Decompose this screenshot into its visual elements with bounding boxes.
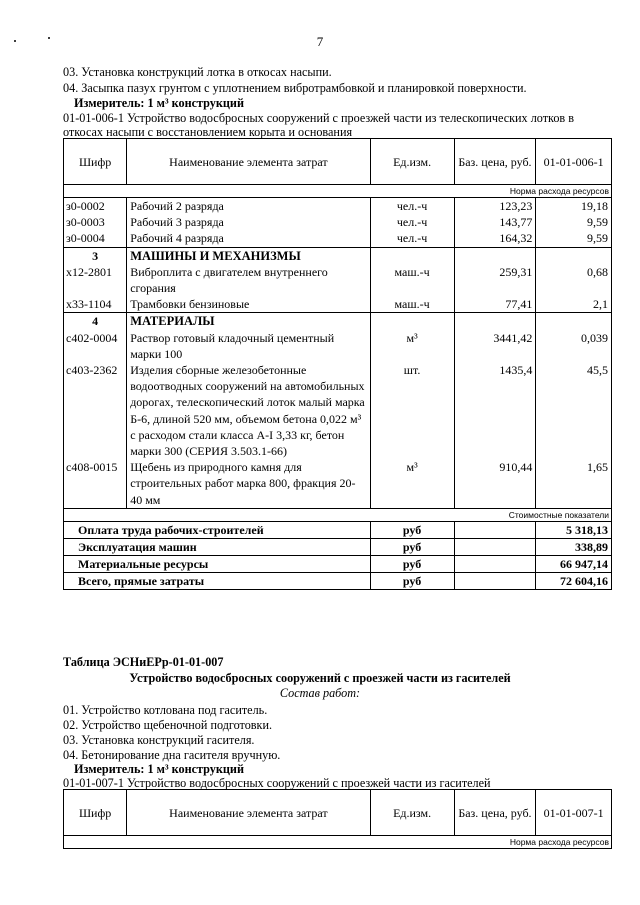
table-row [64,362,612,459]
resource-price: 259,31 [454,264,536,296]
resource-code: з0-0002 [64,198,127,215]
resource-price: 77,41 [454,296,536,313]
total-row [64,555,612,572]
table-row [64,214,612,230]
resource-unit: маш.-ч [370,264,454,296]
header-unit: Ед.изм. [370,790,454,836]
header-norm: 01-01-007-1 [536,790,612,836]
work-step: 03. Установка конструкций гасителя. [63,733,255,747]
header-name: Наименование элемента затрат [127,139,370,185]
resource-norm: 0,039 [536,330,612,362]
table-row [64,459,612,508]
resource-unit: чел.-ч [370,230,454,247]
item-code-description: 01-01-006-1 Устройство водосбросных сооружений с проезжей части из телескопических лотков в [63,111,574,125]
header-code: Шифр [64,139,127,185]
total-label: Всего, прямые затраты [64,572,371,589]
intro-line: 04. Засыпка пазух грунтом с уплотнением вибротрамбовкой и планировкой поверхности. [63,81,527,95]
resource-name: Рабочий 4 разряда [127,230,370,247]
resource-norm: 19,18 [536,198,612,215]
table-row [64,296,612,313]
resource-code: з0-0004 [64,230,127,247]
norm-label: Норма расхода ресурсов [64,836,612,849]
resource-price: 123,23 [454,198,536,215]
table-row [64,230,612,247]
section-number: 4 [64,313,127,330]
total-value: 66 947,14 [536,555,612,572]
table-header-row [64,790,612,836]
total-row [64,538,612,555]
section-number: 3 [64,247,127,264]
resource-unit: шт. [370,362,454,459]
resource-code: х12-2801 [64,264,127,296]
total-value: 338,89 [536,538,612,555]
table-subtitle: Устройство водосбросных сооружений с проезжей части из гасителей [129,671,511,685]
measure-unit: Измеритель: 1 м³ конструкций [74,762,244,776]
resource-code: з0-0003 [64,214,127,230]
total-unit: руб [370,572,454,589]
section-row [64,313,612,330]
measure-unit: Измеритель: 1 м³ конструкций [74,96,244,110]
section-row [64,247,612,264]
total-unit: руб [370,521,454,538]
resource-norm: 45,5 [536,362,612,459]
work-step: 01. Устройство котлована под гаситель. [63,703,268,717]
composition-heading: Состав работ: [279,686,361,700]
resource-name: Рабочий 2 разряда [127,198,370,215]
resource-price: 3441,42 [454,330,536,362]
table-title: Таблица ЭСНиЕРр-01-01-007 [63,655,224,669]
cost-label: Стоимостные показатели [64,508,612,521]
total-unit: руб [370,555,454,572]
resource-name: Изделия сборные железобетонные водоотводных сооружений на автомобильных дорогах, телескопический лоток малый марка Б-6, длиной 520 мм, объемом бетона 0,022 м³ с расходом стали класса А-I 3,33 кг, бетон марки 300 (СЕРИЯ 3.503.1-66) [127,362,370,459]
resource-unit: м³ [370,459,454,508]
resource-norm: 2,1 [536,296,612,313]
resource-unit: м³ [370,330,454,362]
total-row [64,572,612,589]
resource-code: с408-0015 [64,459,127,508]
resource-norm: 9,59 [536,230,612,247]
resource-norm: 1,65 [536,459,612,508]
total-unit: руб [370,538,454,555]
resource-code: с402-0004 [64,330,127,362]
resource-unit: чел.-ч [370,214,454,230]
header-price: Баз. цена, руб. [454,790,536,836]
resource-name: Трамбовки бензиновые [127,296,370,313]
table-header-row [64,139,612,185]
resource-norm: 9,59 [536,214,612,230]
section-title: МАШИНЫ И МЕХАНИЗМЫ [127,247,370,264]
total-label: Оплата труда рабочих-строителей [64,521,371,538]
resource-code: с403-2362 [64,362,127,459]
header-code: Шифр [64,790,127,836]
norm-label-row [64,836,612,849]
work-step: 04. Бетонирование дна гасителя вручную. [63,748,281,762]
norm-label: Норма расхода ресурсов [64,185,612,198]
resource-table [63,138,612,590]
resource-price: 143,77 [454,214,536,230]
cost-label-row [64,508,612,521]
intro-line: 03. Установка конструкций лотка в откосах насыпи. [63,65,332,79]
header-price: Баз. цена, руб. [454,139,536,185]
resource-norm: 0,68 [536,264,612,296]
item-code-description: 01-01-007-1 Устройство водосбросных сооружений с проезжей части из гасителей [63,776,491,790]
total-row [64,521,612,538]
total-label: Материальные ресурсы [64,555,371,572]
table-row [64,264,612,296]
resource-unit: маш.-ч [370,296,454,313]
header-name: Наименование элемента затрат [127,790,370,836]
section-title: МАТЕРИАЛЫ [127,313,370,330]
table-row [64,330,612,362]
total-value: 5 318,13 [536,521,612,538]
resource-name: Виброплита с двигателем внутреннего сгорания [127,264,370,296]
resource-name: Рабочий 3 разряда [127,214,370,230]
item-code-description: откосах насыпи с восстановлением корыта и основания [63,125,353,139]
header-unit: Ед.изм. [370,139,454,185]
norm-label-row [64,185,612,198]
resource-table-2 [63,789,612,849]
work-step: 02. Устройство щебеночной подготовки. [63,718,273,732]
total-label: Эксплуатация машин [64,538,371,555]
header-norm: 01-01-006-1 [536,139,612,185]
resource-name: Раствор готовый кладочный цементный марки 100 [127,330,370,362]
resource-price: 910,44 [454,459,536,508]
total-value: 72 604,16 [536,572,612,589]
resource-code: х33-1104 [64,296,127,313]
table-row [64,198,612,215]
resource-unit: чел.-ч [370,198,454,215]
resource-price: 1435,4 [454,362,536,459]
page-number: 7 [316,34,324,49]
resource-name: Щебень из природного камня для строительных работ марка 800, фракция 20-40 мм [127,459,370,508]
resource-price: 164,32 [454,230,536,247]
